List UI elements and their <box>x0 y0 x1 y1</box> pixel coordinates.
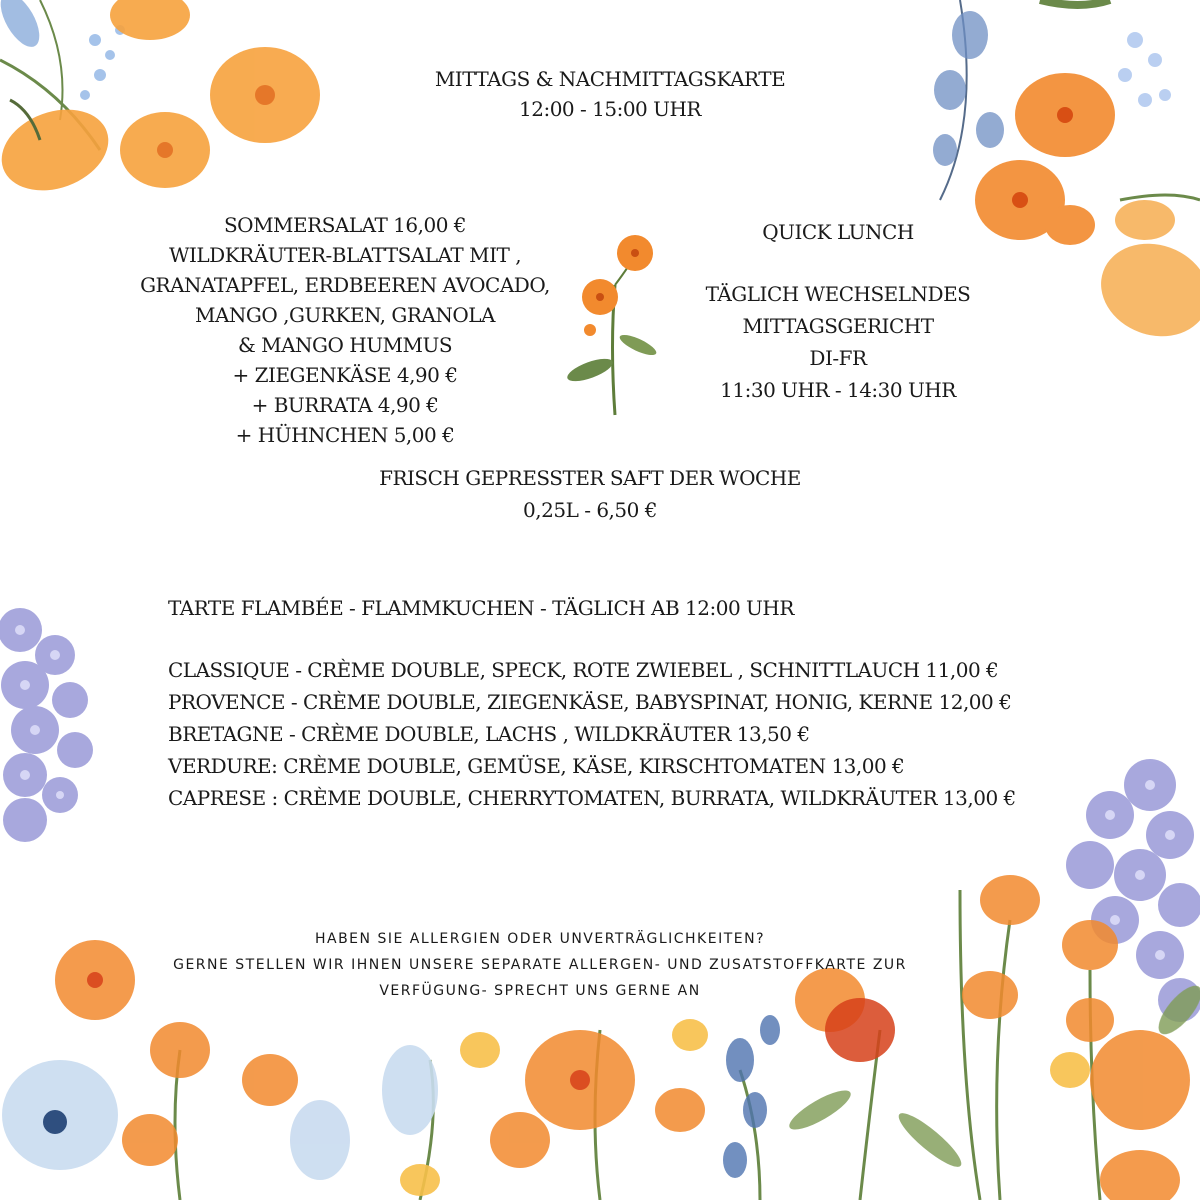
tarte-title: TARTE FLAMBÉE - FLAMMKUCHEN - TÄGLICH AB 12:00 UHR <box>168 596 794 620</box>
quick-lunch-line: MITTAGSGERICHT <box>742 314 934 338</box>
quick-lunch-line: DI-FR <box>809 346 867 370</box>
tarte-item: CAPRESE : CRÈME DOUBLE, CHERRYTOMATEN, BURRATA, WILDKRÄUTER 13,00 € <box>168 786 1016 810</box>
quick-lunch-line: 11:30 UHR - 14:30 UHR <box>720 378 956 402</box>
tarte-item: CLASSIQUE - CRÈME DOUBLE, SPECK, ROTE ZWIEBEL , SCHNITTLAUCH 11,00 € <box>168 658 999 682</box>
salad-line: WILDKRÄUTER-BLATTSALAT MIT , <box>168 243 522 267</box>
allergy-notice <box>120 926 960 1004</box>
allergy-info-line: GERNE STELLEN WIR IHNEN UNSERE SEPARATE ALLERGEN- UND ZUSATSTOFFKARTE ZUR <box>173 957 907 973</box>
salad-line: GRANATAPFEL, ERDBEEREN AVOCADO, <box>140 273 550 297</box>
salad-addon-line: + HÜHNCHEN 5,00 € <box>235 423 455 447</box>
bottom-wildflowers-illustration <box>0 860 1200 1200</box>
menu-hours: 12:00 - 15:00 UHR <box>519 97 701 121</box>
tarte-item: VERDURE: CRÈME DOUBLE, GEMÜSE, KÄSE, KIRSCHTOMATEN 13,00 € <box>168 754 905 778</box>
salad-addon-line: + BURRATA 4,90 € <box>251 393 439 417</box>
tarte-flambee-section <box>168 592 1028 814</box>
salad-addon-line: + ZIEGENKÄSE 4,90 € <box>232 363 458 387</box>
menu-header <box>300 64 920 124</box>
menu-title: MITTAGS & NACHMITTAGSKARTE <box>434 67 786 91</box>
allergy-info-line: VERFÜGUNG- SPRECHT UNS GERNE AN <box>379 983 701 999</box>
allergy-question: HABEN SIE ALLERGIEN ODER UNVERTRÄGLICHKEITEN? <box>314 931 766 947</box>
quick-lunch-line: TÄGLICH WECHSELNDES <box>705 282 971 306</box>
salad-line: & MANGO HUMMUS <box>237 333 453 357</box>
juice-price: 0,25L - 6,50 € <box>523 498 657 522</box>
salad-line: MANGO ,GURKEN, GRANOLA <box>195 303 495 327</box>
tarte-item: BRETAGNE - CRÈME DOUBLE, LACHS , WILDKRÄUTER 13,50 € <box>168 722 810 746</box>
left-hydrangea-illustration <box>0 600 110 850</box>
tarte-item: PROVENCE - CRÈME DOUBLE, ZIEGENKÄSE, BABYSPINAT, HONIG, KERNE 12,00 € <box>168 690 1012 714</box>
juice-section <box>300 462 880 526</box>
salad-line: SOMMERSALAT 16,00 € <box>223 213 467 237</box>
juice-title: FRISCH GEPRESSTER SAFT DER WOCHE <box>379 466 801 490</box>
quick-lunch-section <box>688 216 988 406</box>
summer-salad-section <box>100 210 590 450</box>
quick-lunch-title: QUICK LUNCH <box>762 220 914 244</box>
